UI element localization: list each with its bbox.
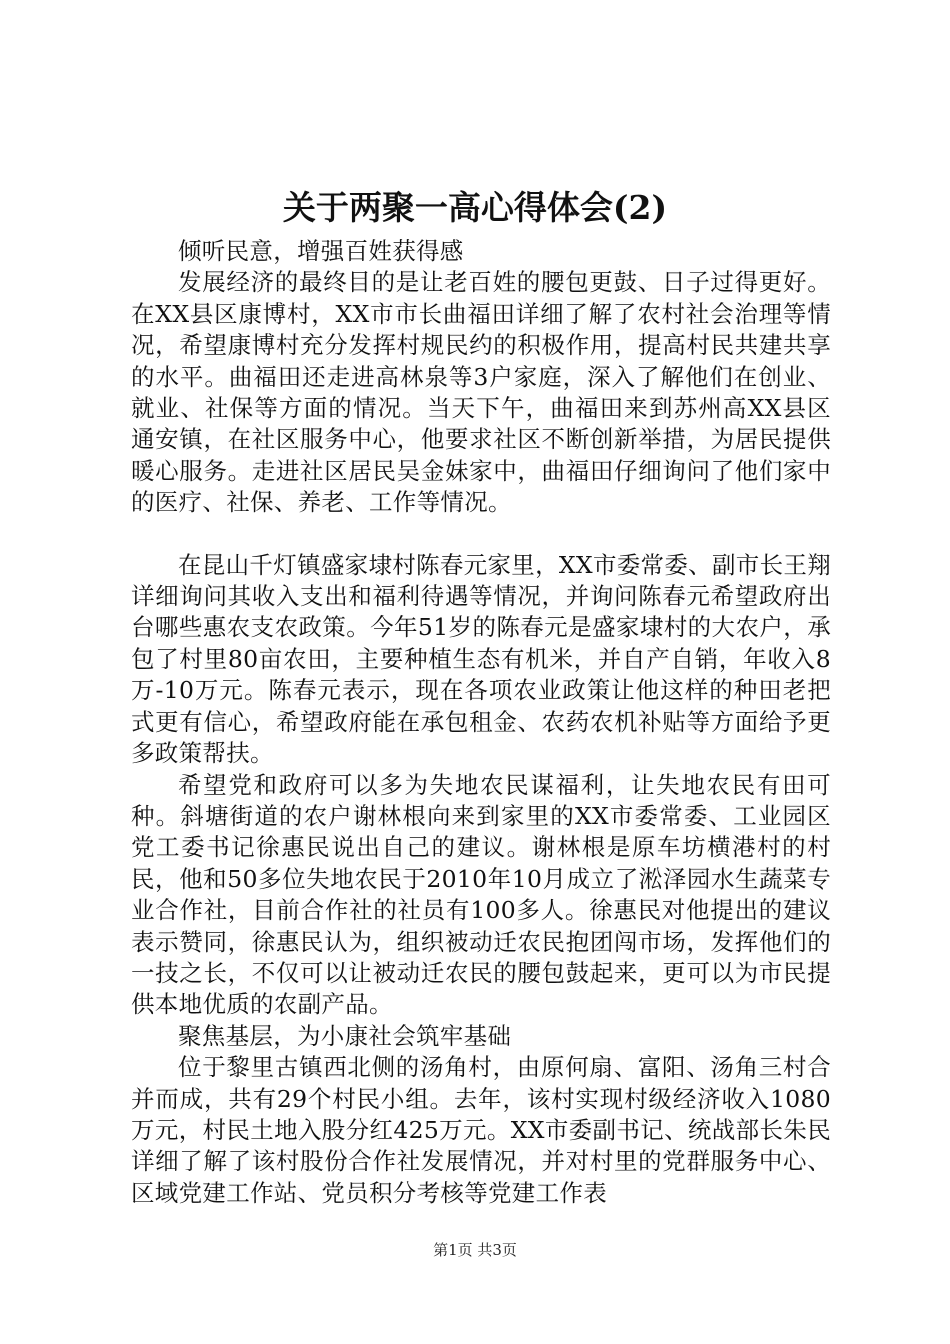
section-heading: 聚焦基层，为小康社会筑牢基础 <box>178 1021 512 1050</box>
document-body <box>131 236 831 1209</box>
paragraph: 希望党和政府可以多为失地农民谋福利，让失地农民有田可种。斜塘街道的农户谢林根向来到家里的XX市委常委、工业园区党工委书记徐惠民说出自己的建议。谢林根是原车坊横港村的村民，他和50多位失地农民于2010年10月成立了淞泽园水生蔬菜专业合作社，目前合作社的社员有100多人。徐惠民对他提出的建议表示赞同，徐惠民认为，组织被动迁农民抱团闯市场，发挥他们的一技之长，不仅可以让被动迁农民的腰包鼓起来，更可以为市民提供本地优质的农副产品。 <box>131 770 831 1019</box>
paragraph: 位于黎里古镇西北侧的汤角村，由原何扇、富阳、汤角三村合并而成，共有29个村民小组。去年，该村实现村级经济收入1080万元，村民土地入股分红425万元。XX市委副书记、统战部长朱民详细了解了该村股份合作社发展情况，并对村里的党群服务中心、区域党建工作站、党员积分考核等党建工作表 <box>131 1053 831 1207</box>
section-heading: 倾听民意，增强百姓获得感 <box>178 237 464 265</box>
paragraph: 发展经济的最终目的是让老百姓的腰包更鼓、日子过得更好。在XX县区康博村，XX市市长曲福田详细了解了农村社会治理等情况，希望康博村充分发挥村规民约的积极作用，提高村民共建共享的水平。曲福田还走进高林泉等3户家庭，深入了解他们在创业、就业、社保等方面的情况。当天下午，曲福田来到苏州高XX县区通安镇，在社区服务中心，他要求社区不断创新举措，为居民提供暖心服务。走进社区居民吴金妹家中，曲福田仔细询问了他们家中的医疗、社保、养老、工作等情况。 <box>131 268 831 517</box>
page-number-footer: 第1页 共3页 <box>433 1241 517 1259</box>
paragraph: 在昆山千灯镇盛家埭村陈春元家里，XX市委常委、副市长王翔详细询问其收入支出和福利待遇等情况，并询问陈春元希望政府出台哪些惠农支农政策。今年51岁的陈春元是盛家埭村的大农户，承包了村里80亩农田，主要种植生态有机米，并自产自销，年收入8万-10万元。陈春元表示，现在各项农业政策让他这样的种田老把式更有信心，希望政府能在承包租金、农药农机补贴等方面给予更多政策帮扶。 <box>131 550 831 768</box>
document-title: 关于两聚一高心得体会(2) <box>282 188 668 227</box>
